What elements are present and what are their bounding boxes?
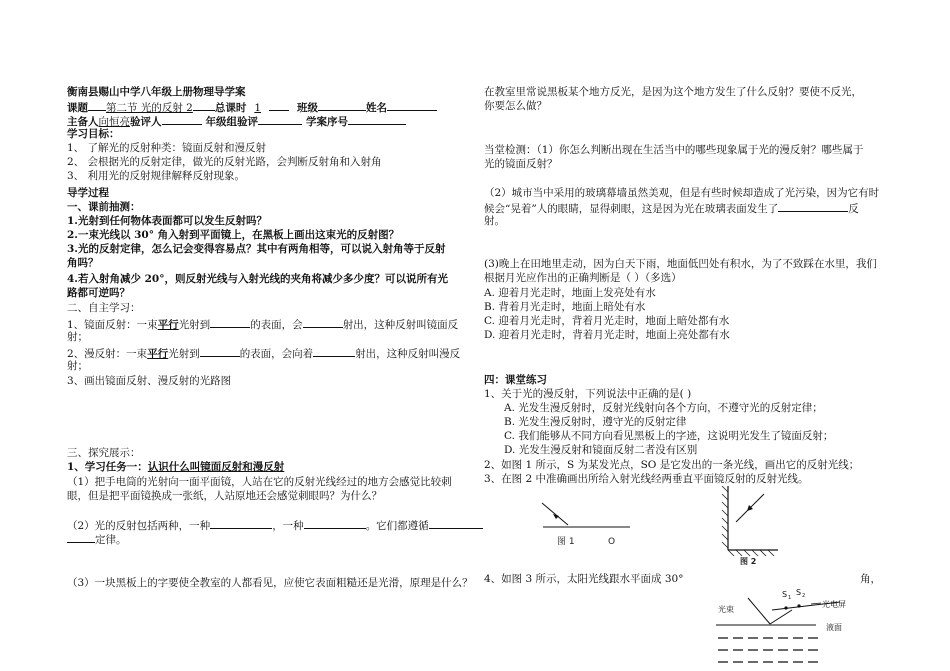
fill-blank[interactable] [303,316,343,328]
goals-heading: 学习目标： [67,128,120,140]
s2-subscript: 2 [802,593,806,599]
pretest-question-3: 3.光的反射定律，怎么记会变得容易点？其中有两角相等，可以说入射角等于反射 [67,243,446,255]
explore-2-text: ，一种 [272,520,304,532]
periods-blank[interactable] [269,99,289,111]
preparer-value: 向恒亮 [98,116,130,128]
explore-2-text: 。它们都遵循 [365,520,429,532]
check-3-cont: 根据月光应作出的正确判断是（ ）（多选） [484,272,682,284]
task1-line [67,460,284,474]
fill-blank[interactable] [67,531,95,543]
practice-3: 3、在图 2 中准确画出所给入射光线经两垂直平面镜反射的反射光线。 [484,473,809,485]
self-study-1-text: 射出，这种反射叫镜面反 [342,319,459,331]
s1-subscript: 1 [788,595,792,601]
figure-2-label: 图 2 [740,557,757,566]
student-no-blank[interactable] [348,113,406,125]
section1-heading: 一、课前抽测： [67,201,141,213]
reviewer-blank[interactable] [162,113,202,125]
check-2-text: 反 [848,203,859,215]
fill-blank[interactable] [210,517,272,529]
reflected-beam [770,610,792,624]
practice-2: 2、如图 1 所示，S 为某发光点，SO 是它发出的一条光线，画出它的反射光线； [484,459,860,471]
school-title: 衡南县赐山中学八年级上册物理导学案 [67,86,246,98]
choice-option[interactable]: C. 迎着月光走时，背着月光走时，地面上暗处都有水 [484,315,730,327]
task1-title: 认识什么叫镜面反射和漫反射 [147,461,285,473]
check-3: (3)晚上在田地里走动，因为白天下雨，地面低凹处有积水，为了不致踩在水里，我们 [484,258,877,270]
incident-ray [542,503,568,525]
choice-option[interactable]: D. 光发生漫反射和镜面反射二者没有区别 [504,444,698,456]
grade-reviewer-blank[interactable] [258,113,302,125]
self-study-3: 3、画出镜面反射、漫反射的光路图 [67,375,232,387]
figure-3 [710,584,860,671]
check-line: 当堂检测：（1）你怎么判断出现在生活当中的哪些现象属于光的漫反射？哪些属于 [484,144,864,156]
self-study-2 [67,345,460,361]
s2-label: S [796,588,802,597]
point-s2 [797,604,800,607]
section4-heading: 四：课堂练习 [484,374,547,386]
check-2-cont [484,200,859,216]
choice-option[interactable]: D. 迎着月光走时，背着月光走时，地面上亮处都有水 [484,329,730,341]
check-2: （2）城市当中采用的玻璃幕墙虽然美观，但是有些时候却造成了光污染，因为它有时 [484,187,880,199]
self-study-2-cont: 射； [67,360,88,372]
check-2-end: 射。 [484,215,505,227]
fill-blank[interactable] [210,316,250,328]
pretest-question-4: 4.若入射角减少 20°，则反射光线与入射光线的夹角将减少多少度？可以说所有光 [67,273,448,285]
choice-option[interactable]: A. 光发生漫反射时，反射光线射向各个方向，不遵守光的反射定律； [504,402,823,414]
choice-option[interactable]: B. 背着月光走时，地面上暗处有水 [484,301,646,313]
grade-reviewer-label: 年级组验评 [205,116,258,128]
preparer-label: 主备人 [67,116,99,128]
screen-leader [811,603,821,604]
subject-blank-a[interactable] [88,99,106,111]
class-blank[interactable] [318,99,366,111]
subject-label: 课题 [67,102,88,114]
practice-4: 4、如图 3 所示，太阳光线跟水平面成 30° [484,573,684,585]
name-blank[interactable] [387,99,437,111]
fill-blank[interactable] [429,517,483,529]
reviewer-label: 验评人 [130,116,162,128]
fill-blank[interactable] [200,345,240,357]
explore-2-text: （2）光的反射包括两种，一种 [67,520,211,532]
self-study-2-text: 光射到 [168,348,200,360]
beam-label: 光束 [718,605,734,614]
self-study-1-text: 1、镜面反射：一束 [67,319,158,331]
pretest-question-2: 2.一束光线以 30° 角入射到平面镜上，在黑板上画出这束光的反射图？ [67,229,400,241]
practice-4-end: 角， [860,573,881,585]
section2-heading: 二、自主学习： [67,302,141,314]
fill-blank[interactable] [313,345,355,357]
pretest-question-4-cont: 路都可逆吗？ [67,287,130,299]
figure-1 [535,500,645,550]
class-label: 班级 [297,102,319,114]
keyword-parallel: 平行 [147,348,169,360]
self-study-1-text: 光射到 [178,319,211,331]
subject-blank-b[interactable] [193,99,215,111]
screen-label: 光电屏 [822,600,846,609]
periods-value: 1 [254,102,262,114]
process-heading: 导学过程 [67,187,109,199]
student-no-label: 学案序号 [306,116,348,128]
self-study-1-cont: 射； [67,331,88,343]
name-label: 姓名 [366,102,388,114]
explore-2-cont [67,531,127,547]
intro-line-cont: 你要怎么做？ [484,100,547,112]
choice-option[interactable]: C. 我们能够从不同方向看见黑板上的字迹，这说明光发生了镜面反射； [504,430,834,442]
self-study-1-text: 的表面，会 [250,319,303,331]
self-study-1 [67,316,458,332]
keyword-parallel: 平行 [157,319,179,331]
pretest-question-3-cont: 角吗？ [67,257,99,269]
goal-item: 3、 利用光的反射规律解释反射现象。 [67,170,246,182]
liquid-label: 液面 [826,623,842,632]
subject-value: 第二节 光的反射 2 [106,102,193,114]
choice-option[interactable]: B. 光发生漫反射时，遵守光的反射定律 [504,416,687,428]
explore-2 [67,517,483,533]
explore-3: （3）一块黑板上的字要使全教室的人都看见，应使它表面粗糙还是光滑，原理是什么？ [67,577,473,589]
figure-2 [720,486,800,566]
explore-2-text: 定律。 [95,534,127,546]
check-2-text: 候会“晃着”人的眼睛，显得刺眼，这是因为光在玻璃表面发生了 [484,203,779,215]
goal-item: 1、 了解光的反射种类：镜面反射和漫反射 [67,142,267,154]
fill-blank[interactable] [304,517,366,529]
self-study-2-text: 2、漫反射：一束 [67,348,148,360]
s1-label: S [782,590,788,599]
self-study-2-text: 的表面，会向着 [239,348,314,360]
incident-beam [748,598,770,624]
pretest-question-1: 1.光射到任何物体表面都可以发生反射吗？ [67,215,267,227]
fill-blank[interactable] [778,200,848,212]
self-study-2-text: 射出，这种反射叫漫反 [355,348,461,360]
point-s1 [784,606,787,609]
check-line-cont: 光的镜面反射？ [484,158,558,170]
section3-heading: 三、探究展示： [67,447,141,459]
choice-option[interactable]: A. 迎着月光走时，地面上发亮处有水 [484,287,656,299]
intro-line: 在教室里常说黑板某个地方反光，是因为这个地方发生了什么反射？要使不反光， [484,86,862,98]
goal-item: 2、 会根据光的反射定律，做光的反射光路，会判断反射角和入射角 [67,156,382,168]
periods-label: 总课时 [214,102,247,114]
task1-prefix: 1、学习任务一： [67,461,148,473]
explore-1: （1）把手电筒的光射向一面平面镜，人站在它的反射光线经过的地方会感觉比较刺 [67,476,452,488]
figure-1-point-o: O [608,537,616,547]
figure-1-label: 图 1 [557,537,575,547]
practice-1: 1、关于光的漫反射，下列说法中正确的是( ) [484,388,692,400]
explore-1-cont: 眼，但是把平面镜换成一张纸，人站原地还会感觉刺眼吗？为什么？ [67,490,382,502]
